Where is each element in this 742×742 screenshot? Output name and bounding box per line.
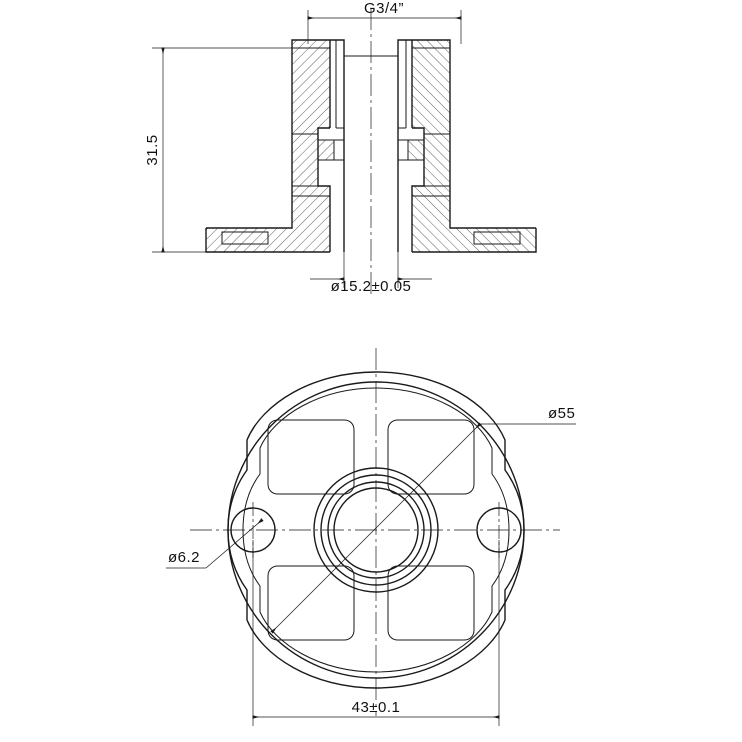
dimension-outer-diameter <box>272 405 576 632</box>
section-view-top <box>144 0 536 296</box>
dim-label-hole-spacing: 43±0.1 <box>351 699 401 716</box>
plan-view-bottom <box>166 348 576 726</box>
dim-label-thread: G3/4” <box>363 0 405 17</box>
dim-label-outer-diameter: ø55 <box>548 405 576 422</box>
dimension-thread-size <box>308 0 461 44</box>
dim-label-hole-diameter: ø6.2 <box>168 549 201 566</box>
dim-label-bore: ø15.2±0.05 <box>330 278 412 295</box>
dimension-height <box>144 48 300 252</box>
dim-label-height: 31.5 <box>144 134 161 166</box>
